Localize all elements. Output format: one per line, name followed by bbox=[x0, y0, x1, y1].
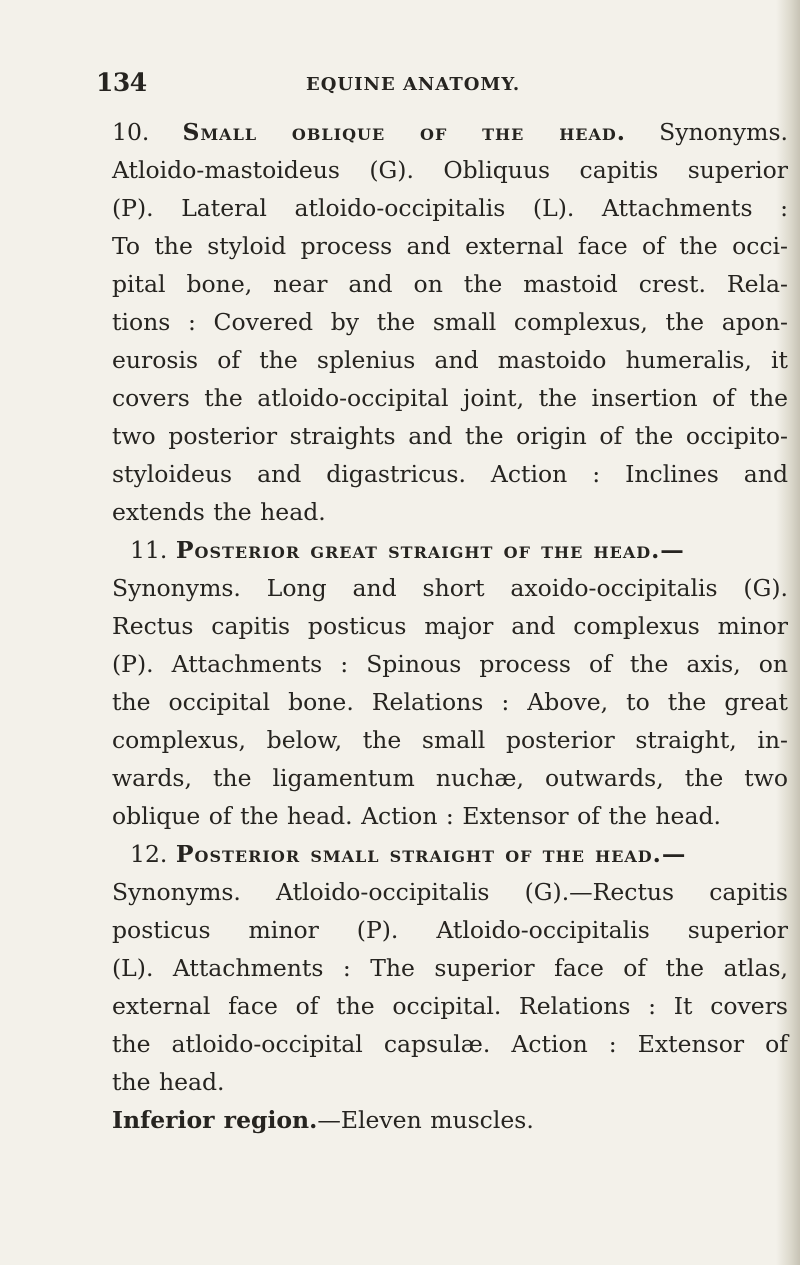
section-12-number: 12. bbox=[130, 840, 168, 868]
section-11-line: wards, the ligamentum nuchæ, outwards, the two bbox=[112, 764, 788, 792]
page-number: 134 bbox=[96, 68, 147, 97]
section-10-line: covers the atloido-occipital joint, the insertion of the bbox=[112, 384, 788, 412]
section-10-line: Atloido-mastoideus (G). Obliquus capitis superior bbox=[112, 156, 788, 184]
page-body bbox=[112, 113, 788, 1139]
section-12-line: the head. bbox=[112, 1068, 225, 1096]
section-11-line: Rectus capitis posticus major and complexus minor bbox=[112, 612, 788, 640]
section-12-line: the atloido-occipital capsulæ. Action : Extensor of bbox=[112, 1030, 788, 1058]
section-11-line: Synonyms. Long and short axoido-occipitalis (G). bbox=[112, 574, 788, 602]
section-10-synonyms-label: Synonyms. bbox=[659, 118, 788, 146]
section-11-line: (P). Attachments : Spinous process of the axis, on bbox=[112, 650, 788, 678]
section-11-line: oblique of the head. Action : Extensor of the head. bbox=[112, 802, 721, 830]
section-12-line: external face of the occipital. Relations : It covers bbox=[112, 992, 788, 1020]
section-10-heading-line bbox=[112, 113, 788, 151]
section-10-line: two posterior straights and the origin of the occipito- bbox=[112, 422, 788, 450]
section-10-line: extends the head. bbox=[112, 498, 326, 526]
section-10-line: styloideus and digastricus. Action : Inclines and bbox=[112, 460, 788, 488]
inferior-region-line bbox=[112, 1101, 788, 1139]
section-12-heading-line bbox=[112, 835, 788, 873]
running-head: EQUINE ANATOMY. bbox=[306, 74, 521, 95]
section-10-line: eurosis of the splenius and mastoido humeralis, it bbox=[112, 346, 788, 374]
inferior-region-title: Inferior region. bbox=[112, 1106, 318, 1134]
section-10-line: pital bone, near and on the mastoid crest. Rela- bbox=[112, 270, 788, 298]
section-11-line: complexus, below, the small posterior straight, in- bbox=[112, 726, 788, 754]
inferior-region-text: —Eleven muscles. bbox=[317, 1106, 534, 1134]
section-12-line: (L). Attachments : The superior face of the atlas, bbox=[112, 954, 788, 982]
section-11-title: Posterior great straight of the head.— bbox=[175, 536, 685, 564]
section-11-line: the occipital bone. Relations : Above, to the great bbox=[112, 688, 788, 716]
section-12-line: Synonyms. Atloido-occipitalis (G).—Rectus capitis bbox=[112, 878, 788, 906]
page-header bbox=[96, 68, 736, 102]
section-10-line: (P). Lateral atloido-occipitalis (L). Attachments : bbox=[112, 194, 788, 222]
section-10-number: 10. bbox=[112, 118, 150, 146]
section-10-title: Small oblique of the head. bbox=[182, 118, 626, 146]
section-11-number: 11. bbox=[130, 536, 168, 564]
section-10-line: tions : Covered by the small complexus, the apon- bbox=[112, 308, 788, 336]
section-10-line: To the styloid process and external face of the occi- bbox=[112, 232, 788, 260]
section-12-title: Posterior small straight of the head.— bbox=[175, 840, 687, 868]
section-12-line: posticus minor (P). Atloido-occipitalis superior bbox=[112, 916, 788, 944]
section-11-heading-line bbox=[112, 531, 788, 569]
